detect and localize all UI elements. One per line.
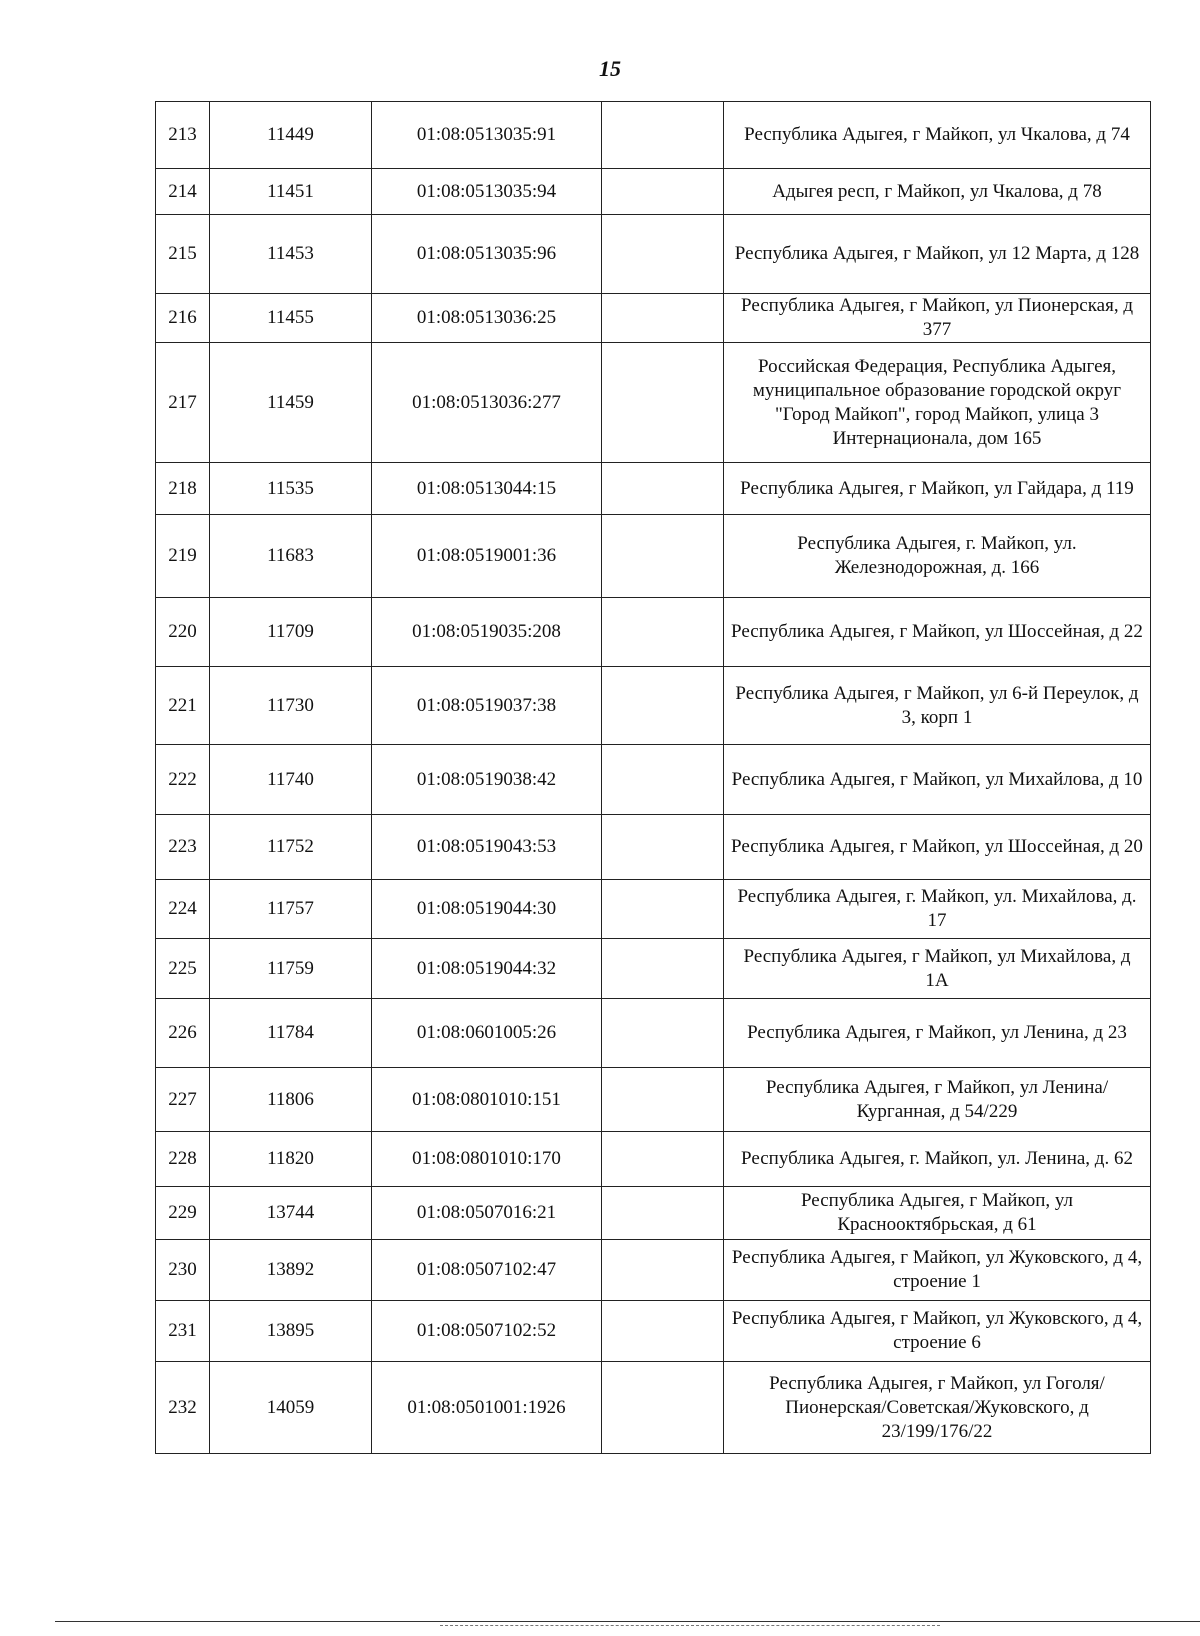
table-row	[156, 215, 1151, 294]
address: Республика Адыгея, г. Майкоп, ул. Железнодорожная, д. 166	[724, 515, 1151, 598]
address: Республика Адыгея, г Майкоп, ул Ленина, д 23	[724, 999, 1151, 1068]
table-row	[156, 294, 1151, 343]
row-number: 213	[156, 102, 210, 169]
cadastral-number: 01:08:0519043:53	[372, 815, 602, 880]
address: Республика Адыгея, г Майкоп, ул Ленина/Курганная, д 54/229	[724, 1068, 1151, 1132]
cadastral-number: 01:08:0519044:32	[372, 939, 602, 999]
empty-cell	[602, 463, 724, 515]
table-row	[156, 1132, 1151, 1187]
row-number: 214	[156, 169, 210, 215]
address: Адыгея респ, г Майкоп, ул Чкалова, д 78	[724, 169, 1151, 215]
object-id: 11453	[210, 215, 372, 294]
cadastral-number: 01:08:0501001:1926	[372, 1362, 602, 1454]
cadastral-number: 01:08:0513036:25	[372, 294, 602, 343]
table-row	[156, 745, 1151, 815]
table-body	[156, 102, 1151, 1454]
table-row	[156, 1068, 1151, 1132]
cadastral-number: 01:08:0513044:15	[372, 463, 602, 515]
table-row	[156, 1362, 1151, 1454]
cadastral-number: 01:08:0519044:30	[372, 880, 602, 939]
row-number: 227	[156, 1068, 210, 1132]
table-row	[156, 939, 1151, 999]
row-number: 215	[156, 215, 210, 294]
table-row	[156, 815, 1151, 880]
table-row	[156, 880, 1151, 939]
address: Республика Адыгея, г Майкоп, ул Шоссейная, д 22	[724, 598, 1151, 667]
empty-cell	[602, 598, 724, 667]
table-row	[156, 463, 1151, 515]
address: Республика Адыгея, г Майкоп, ул Жуковского, д 4, строение 1	[724, 1240, 1151, 1301]
empty-cell	[602, 294, 724, 343]
object-id: 11449	[210, 102, 372, 169]
cadastral-number: 01:08:0519037:38	[372, 667, 602, 745]
address: Республика Адыгея, г Майкоп, ул Шоссейная, д 20	[724, 815, 1151, 880]
empty-cell	[602, 1240, 724, 1301]
address: Республика Адыгея, г Майкоп, ул Гайдара, д 119	[724, 463, 1151, 515]
row-number: 217	[156, 343, 210, 463]
empty-cell	[602, 1301, 724, 1362]
address: Республика Адыгея, г. Майкоп, ул. Михайлова, д. 17	[724, 880, 1151, 939]
empty-cell	[602, 169, 724, 215]
row-number: 224	[156, 880, 210, 939]
address: Республика Адыгея, г. Майкоп, ул. Ленина, д. 62	[724, 1132, 1151, 1187]
object-id: 11759	[210, 939, 372, 999]
empty-cell	[602, 880, 724, 939]
table-row	[156, 1187, 1151, 1240]
object-id: 13895	[210, 1301, 372, 1362]
object-id: 11730	[210, 667, 372, 745]
empty-cell	[602, 343, 724, 463]
object-id: 11757	[210, 880, 372, 939]
object-id: 11459	[210, 343, 372, 463]
address: Российская Федерация, Республика Адыгея, муниципальное образование городской округ "Город Майкоп", город Майкоп, улица 3 Интернационала, дом 165	[724, 343, 1151, 463]
row-number: 225	[156, 939, 210, 999]
object-id: 11752	[210, 815, 372, 880]
cadastral-number: 01:08:0519001:36	[372, 515, 602, 598]
empty-cell	[602, 515, 724, 598]
row-number: 229	[156, 1187, 210, 1240]
cadastral-number: 01:08:0801010:151	[372, 1068, 602, 1132]
address: Республика Адыгея, г Майкоп, ул Михайлова, д 1А	[724, 939, 1151, 999]
empty-cell	[602, 1187, 724, 1240]
row-number: 228	[156, 1132, 210, 1187]
address: Республика Адыгея, г Майкоп, ул Чкалова, д 74	[724, 102, 1151, 169]
empty-cell	[602, 102, 724, 169]
table-row	[156, 1301, 1151, 1362]
row-number: 226	[156, 999, 210, 1068]
empty-cell	[602, 815, 724, 880]
table-row	[156, 598, 1151, 667]
cadastral-number: 01:08:0601005:26	[372, 999, 602, 1068]
row-number: 221	[156, 667, 210, 745]
cadastral-number: 01:08:0801010:170	[372, 1132, 602, 1187]
cadastral-number: 01:08:0513036:277	[372, 343, 602, 463]
table-row	[156, 667, 1151, 745]
table-row	[156, 102, 1151, 169]
empty-cell	[602, 745, 724, 815]
cadastral-number: 01:08:0513035:91	[372, 102, 602, 169]
address: Республика Адыгея, г Майкоп, ул 12 Марта, д 128	[724, 215, 1151, 294]
property-table	[155, 101, 1151, 1454]
object-id: 11535	[210, 463, 372, 515]
row-number: 218	[156, 463, 210, 515]
cadastral-number: 01:08:0519035:208	[372, 598, 602, 667]
address: Республика Адыгея, г Майкоп, ул 6-й Переулок, д 3, корп 1	[724, 667, 1151, 745]
address: Республика Адыгея, г Майкоп, ул Краснооктябрьская, д 61	[724, 1187, 1151, 1240]
object-id: 11820	[210, 1132, 372, 1187]
row-number: 223	[156, 815, 210, 880]
empty-cell	[602, 1362, 724, 1454]
table-row	[156, 999, 1151, 1068]
empty-cell	[602, 1132, 724, 1187]
object-id: 11740	[210, 745, 372, 815]
table-row	[156, 515, 1151, 598]
object-id: 14059	[210, 1362, 372, 1454]
row-number: 216	[156, 294, 210, 343]
empty-cell	[602, 215, 724, 294]
row-number: 230	[156, 1240, 210, 1301]
cadastral-number: 01:08:0519038:42	[372, 745, 602, 815]
object-id: 11455	[210, 294, 372, 343]
row-number: 231	[156, 1301, 210, 1362]
address: Республика Адыгея, г Майкоп, ул Пионерская, д 377	[724, 294, 1151, 343]
empty-cell	[602, 999, 724, 1068]
cadastral-number: 01:08:0507102:52	[372, 1301, 602, 1362]
address: Республика Адыгея, г Майкоп, ул Михайлова, д 10	[724, 745, 1151, 815]
empty-cell	[602, 667, 724, 745]
cadastral-number: 01:08:0513035:96	[372, 215, 602, 294]
row-number: 220	[156, 598, 210, 667]
table-row	[156, 343, 1151, 463]
page-number: 15	[599, 56, 621, 81]
cadastral-number: 01:08:0507016:21	[372, 1187, 602, 1240]
footer-rule-dashed	[440, 1625, 940, 1626]
address: Республика Адыгея, г Майкоп, ул Гоголя/Пионерская/Советская/Жуковского, д 23/199/176/22	[724, 1362, 1151, 1454]
object-id: 11806	[210, 1068, 372, 1132]
empty-cell	[602, 1068, 724, 1132]
cadastral-number: 01:08:0513035:94	[372, 169, 602, 215]
cadastral-number: 01:08:0507102:47	[372, 1240, 602, 1301]
footer-rule	[55, 1621, 1200, 1622]
object-id: 11784	[210, 999, 372, 1068]
table-row	[156, 1240, 1151, 1301]
object-id: 13744	[210, 1187, 372, 1240]
object-id: 11683	[210, 515, 372, 598]
row-number: 232	[156, 1362, 210, 1454]
address: Республика Адыгея, г Майкоп, ул Жуковского, д 4, строение 6	[724, 1301, 1151, 1362]
empty-cell	[602, 939, 724, 999]
object-id: 13892	[210, 1240, 372, 1301]
row-number: 222	[156, 745, 210, 815]
object-id: 11451	[210, 169, 372, 215]
table-row	[156, 169, 1151, 215]
object-id: 11709	[210, 598, 372, 667]
row-number: 219	[156, 515, 210, 598]
